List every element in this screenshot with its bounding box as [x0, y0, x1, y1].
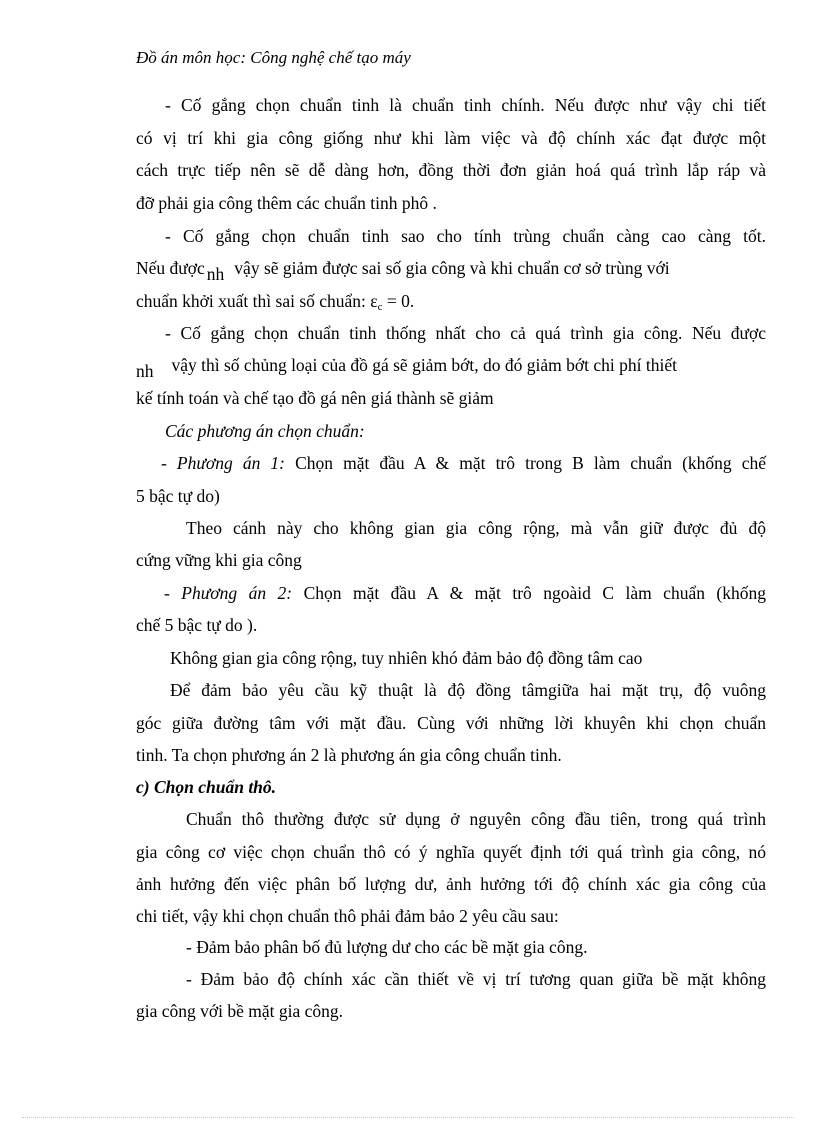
paragraph-line: - Cố gắng chọn chuẩn tinh là chuẩn tinh chính. Nếu được như vậy chi tiết — [165, 95, 766, 115]
paragraph-line: - Cố gắng chọn chuẩn tinh sao cho tính trùng chuẩn càng cao càng tốt. — [165, 226, 766, 246]
text-fragment: nh — [136, 361, 154, 381]
options-heading: Các phương án chọn chuẩn: — [165, 421, 365, 441]
paragraph-line — [136, 257, 766, 284]
subscript: c — [377, 301, 383, 313]
option-1-line — [161, 452, 766, 474]
option-1-label: Phương án 1: — [176, 453, 285, 473]
text-fragment: nh — [206, 264, 225, 284]
text-fragment: Chọn mặt đầu A & mặt trô trong B làm chuẩn (khống chế — [285, 453, 767, 473]
text-fragment: vậy thì số chủng loại của đồ gá sẽ giảm bớt, do đó giảm bớt chi phí thiết — [171, 355, 678, 375]
text-fragment: Chọn mặt đầu A & mặt trô ngoàid C làm chuẩn (khống — [292, 583, 766, 603]
text-fragment: = 0. — [382, 291, 415, 311]
paragraph-line: gia công cơ việc chọn chuẩn thô có ý nghĩa quyết định tới quá trình gia công, nó — [136, 842, 766, 862]
requirement-item: - Đảm bảo độ chính xác cần thiết về vị trí tương quan giữa bề mặt không — [186, 969, 766, 989]
paragraph-line: chi tiết, vậy khi chọn chuẩn thô phải đảm bảo 2 yêu cầu sau: — [136, 906, 559, 926]
text-fragment: Nếu được — [136, 258, 205, 278]
paragraph-line: có vị trí khi gia công giống như khi làm việc và độ chính xác đạt được một — [136, 128, 766, 148]
paragraph-line: tinh. Ta chọn phương án 2 là phương án gia công chuẩn tinh. — [136, 745, 562, 765]
paragraph-line: kế tính toán và chế tạo đồ gá nên giá thành sẽ giảm — [136, 388, 494, 408]
paragraph-line — [136, 290, 766, 318]
text-fragment: - — [164, 583, 182, 603]
paragraph-line: chế 5 bậc tự do ). — [136, 615, 258, 635]
paragraph-line: - Cố gắng chọn chuẩn tinh thống nhất cho cả quá trình gia công. Nếu được — [165, 323, 766, 343]
text-fragment: chuẩn khởi xuất thì sai số chuẩn: ε — [136, 291, 378, 311]
paragraph-line: cứng vững khi gia công — [136, 550, 302, 570]
page-header: Đồ án môn học: Công nghệ chế tạo máy — [136, 48, 411, 67]
paragraph-line: Không gian gia công rộng, tuy nhiên khó đảm bảo độ đồng tâm cao — [170, 648, 643, 668]
section-heading: c) Chọn chuẩn thô. — [136, 777, 277, 797]
paragraph-line: cách trực tiếp nên sẽ dễ dàng hơn, đồng thời đơn giản hoá quá trình lắp ráp và — [136, 160, 766, 180]
text-fragment: - — [161, 453, 177, 473]
requirement-item: - Đảm bảo phân bố đủ lượng dư cho các bề mặt gia công. — [186, 937, 588, 957]
paragraph-line: 5 bậc tự do) — [136, 486, 220, 506]
option-2-line — [164, 582, 766, 604]
paragraph-line: Chuẩn thô thường được sử dụng ở nguyên công đầu tiên, trong quá trình — [186, 809, 766, 829]
paragraph-line: góc giữa đường tâm với mặt đầu. Cùng với những lời khuyên khi chọn chuẩn — [136, 713, 766, 733]
option-2-label: Phương án 2: — [181, 583, 293, 603]
text-fragment: vậy sẽ giảm được sai số gia công và khi chuẩn cơ sở trùng với — [234, 258, 670, 278]
paragraph-line: gia công với bề mặt gia công. — [136, 1001, 344, 1021]
paragraph-line: đỡ phải gia công thêm các chuẩn tinh phô . — [136, 193, 437, 213]
paragraph-line: Theo cánh này cho không gian gia công rộng, mà vẫn giữ được đủ độ — [186, 518, 766, 538]
paragraph-line: ảnh hưởng đến việc phân bố lượng dư, ảnh hưởng tới độ chính xác gia công của — [136, 874, 766, 894]
page-footer-divider — [22, 1117, 794, 1118]
paragraph-line — [136, 354, 766, 381]
paragraph-line: Để đảm bảo yêu cầu kỹ thuật là độ đồng tâmgiữa hai mặt trụ, độ vuông — [170, 680, 766, 700]
